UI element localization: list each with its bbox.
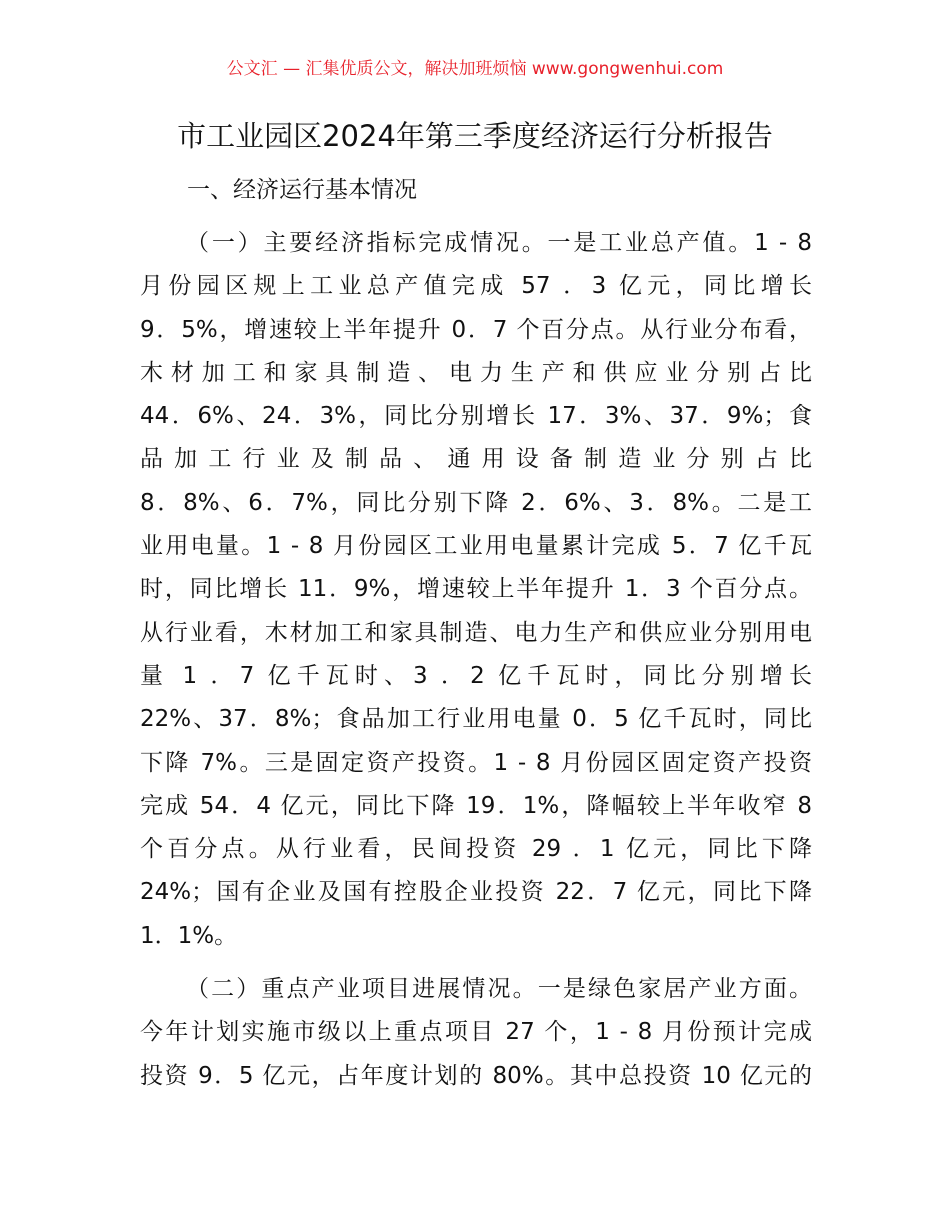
paragraph-line: （一）主要经济指标完成情况。一是工业总产值。1 - 8: [186, 230, 812, 256]
paragraph-line: 完成 54．4 亿元，同比下降 19．1%，降幅较上半年收窄 8: [140, 792, 812, 819]
section-heading: 一、经济运行基本情况: [187, 177, 417, 203]
watermark-banner: 公文汇 — 汇集优质公文，解决加班烦恼 www.gongwenhui.com: [226, 59, 724, 79]
paragraph-line: 月份园区规上工业总产值完成 57 ．3 亿元，同比增长: [140, 273, 812, 300]
paragraph-line: 下降 7%。三是固定资产投资。1 - 8 月份园区固定资产投资: [140, 749, 812, 776]
paragraph-line: 业用电量。1 - 8 月份园区工业用电量累计完成 5．7 亿千瓦: [140, 533, 812, 560]
paragraph-line: 8．8%、6．7%，同比分别下降 2．6%、3．8%。二是工: [140, 489, 812, 516]
paragraph-line: 22%、37．8%；食品加工行业用电量 0．5 亿千瓦时，同比: [140, 706, 812, 733]
paragraph-key-projects: [140, 968, 812, 1098]
paragraph-line: 品加工行业及制品、通用设备制造业分别占比: [140, 446, 812, 473]
paragraph-line: 时，同比增长 11．9%，增速较上半年提升 1．3 个百分点。: [140, 576, 812, 603]
paragraph-line: 今年计划实施市级以上重点项目 27 个，1 - 8 月份预计完成: [140, 1019, 812, 1046]
paragraph-line: 44．6%、24．3%，同比分别增长 17．3%、37．9%；食: [140, 403, 812, 430]
paragraph-line: 9．5%，增速较上半年提升 0．7 个百分点。从行业分布看，: [140, 316, 812, 343]
paragraph-line: 从行业看，木材加工和家具制造、电力生产和供应业分别用电: [140, 619, 812, 646]
paragraph-line: 量 1 ．7 亿千瓦时、3 ．2 亿千瓦时，同比分别增长: [140, 662, 812, 689]
paragraph-line: 木材加工和家具制造、电力生产和供应业分别占比: [140, 359, 812, 386]
paragraph-line: 投资 9．5 亿元，占年度计划的 80%。其中总投资 10 亿元的: [140, 1062, 812, 1089]
paragraph-line: 24%；国有企业及国有控股企业投资 22．7 亿元，同比下降: [140, 879, 812, 906]
paragraph-economic-indicators: [140, 222, 812, 958]
paragraph-line: 个百分点。从行业看，民间投资 29 ．1 亿元，同比下降: [140, 836, 812, 863]
paragraph-line: 1．1%。: [140, 922, 238, 949]
document-title: 市工业园区2024年第三季度经济运行分析报告: [177, 119, 773, 153]
paragraph-line: （二）重点产业项目进展情况。一是绿色家居产业方面。: [186, 976, 812, 1002]
